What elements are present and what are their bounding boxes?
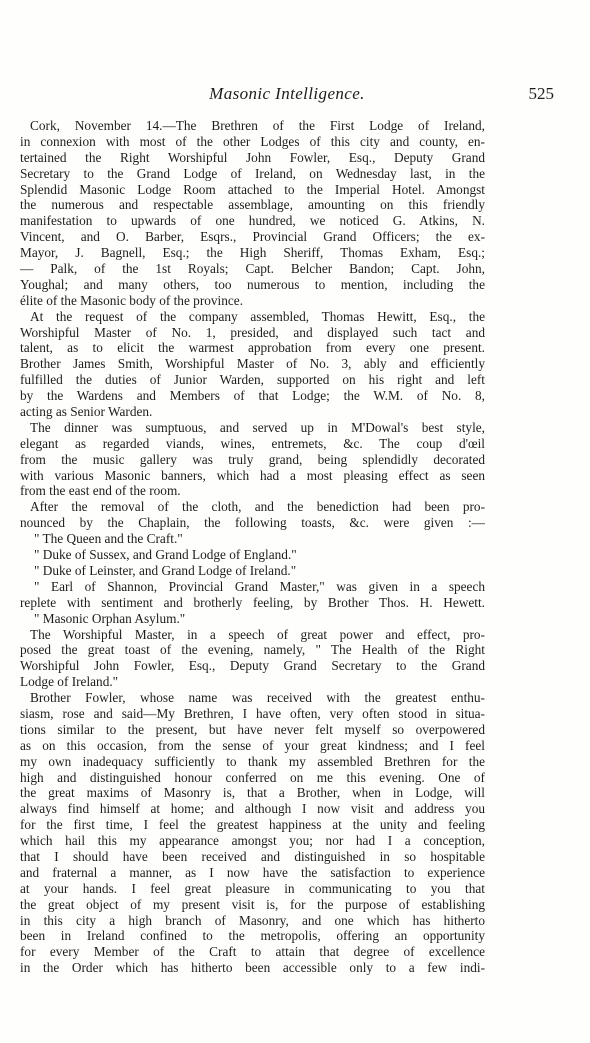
toast-line: " Earl of Shannon, Provincial Grand Master," was given in a speech: [34, 578, 485, 594]
text-line: Secretary to the Grand Lodge of Ireland, on Wednesday last, in the: [20, 165, 485, 181]
text-line: The dinner was sumptuous, and served up in M'Dowal's best style,: [30, 419, 485, 435]
text-line: high and distinguished honour conferred on me this evening. One of: [20, 769, 485, 785]
text-line: the great object of my present visit is, for the purpose of establishing: [20, 896, 485, 912]
text-line: siasm, rose and said—My Brethren, I have often, very often stood in situa-: [20, 705, 485, 721]
text-line: for every Member of the Craft to attain that degree of excellence: [20, 944, 485, 960]
text-line: in the Order which has hitherto been accessible only to a few indi-: [20, 960, 485, 976]
text-line: in this city a high branch of Masonry, and one which has hitherto: [20, 912, 485, 928]
text-line: At the request of the company assembled, Thomas Hewitt, Esq., the: [30, 308, 485, 324]
text-line: nounced by the Chaplain, the following toasts, &c. were given :—: [20, 515, 485, 531]
text-line: élite of the Masonic body of the province.: [20, 292, 244, 308]
page-number: 525: [528, 84, 554, 103]
text-line: talent, as to elicit the warmest approbation from every one present.: [20, 340, 485, 356]
text-line: elegant as regarded viands, wines, entremets, &c. The coup d'œil: [20, 435, 485, 451]
text-line: posed the great toast of the evening, namely, " The Health of the Right: [20, 642, 485, 658]
text-line: and fraternal a manner, as I now have the satisfaction to experience: [20, 864, 485, 880]
text-line: Splendid Masonic Lodge Room attached to the Imperial Hotel. Amongst: [20, 181, 485, 197]
text-line: [20, 976, 485, 992]
text-line: manifestation to upwards of one hundred, we noticed G. Atkins, N.: [20, 213, 485, 229]
text-line: After the removal of the cloth, and the benediction had been pro-: [30, 499, 485, 515]
text-line: The Worshipful Master, in a speech of great power and effect, pro-: [30, 626, 485, 642]
text-line: that I should have been received and distinguished in so hospitable: [20, 848, 485, 864]
text-line: Cork, November 14.—The Brethren of the First Lodge of Ireland,: [30, 118, 485, 133]
text-line: as on this occasion, from the sense of your great kindness; and I feel: [20, 737, 485, 753]
text-line: Vincent, and O. Barber, Esqrs., Provincial Grand Officers; the ex-: [20, 229, 485, 245]
text-line: by the Wardens and Members of that Lodge; the W.M. of No. 8,: [20, 388, 485, 404]
text-line: Brother Fowler, whose name was received with the greatest enthu-: [30, 690, 485, 706]
running-title: Masonic Intelligence.: [209, 84, 365, 103]
text-line: tertained the Right Worshipful John Fowler, Esq., Deputy Grand: [20, 149, 485, 165]
article-body: [20, 118, 485, 992]
text-line: at your hands. I feel great pleasure in communicating to you that: [20, 880, 485, 896]
text-line: Youghal; and many others, too numerous to mention, including the: [20, 276, 485, 292]
text-line: the numerous and respectable assemblage, amounting on this friendly: [20, 197, 485, 213]
text-line: from the music gallery was truly grand, being splendidly decorated: [20, 451, 485, 467]
text-line: Mayor, J. Bagnell, Esq.; the High Sheriff, Thomas Exham, Esq.;: [20, 245, 485, 261]
text-line: for the first time, I feel the greatest happiness at the unity and feeling: [20, 817, 485, 833]
text-line: Worshipful John Fowler, Esq., Deputy Grand Secretary to the Grand: [20, 658, 485, 674]
toast-line: " Duke of Sussex, and Grand Lodge of England.": [34, 547, 297, 563]
text-line: fulfilled the duties of Junior Warden, supported on his right and left: [20, 372, 485, 388]
text-line: been in Ireland confined to the metropolis, offering an opportunity: [20, 928, 485, 944]
text-line: replete with sentiment and brotherly feeling, by Brother Thos. H. Hewett.: [20, 594, 485, 610]
text-line: Brother James Smith, Worshipful Master of No. 3, ably and efficiently: [20, 356, 485, 372]
toast-line: " Masonic Orphan Asylum.": [34, 610, 186, 626]
text-line: always find himself at home; and although I now visit and address you: [20, 801, 485, 817]
text-line: with various Masonic banners, which had a most pleasing effect as seen: [20, 467, 485, 483]
text-line: tions similar to the present, but have never felt myself so overpowered: [20, 721, 485, 737]
text-line: — Palk, of the 1st Royals; Capt. Belcher Bandon; Capt. John,: [20, 261, 485, 277]
text-line: the great maxims of Masonry is, that a Brother, when in Lodge, will: [20, 785, 485, 801]
text-line: Worshipful Master of No. 1, presided, and displayed such tact and: [20, 324, 485, 340]
toast-line: " Duke of Leinster, and Grand Lodge of Ireland.": [34, 562, 297, 578]
text-line: which hail this my appearance amongst you; nor had I a conception,: [20, 833, 485, 849]
text-line: my own inadequacy sufficiently to thank my assembled Brethren for the: [20, 753, 485, 769]
text-line: in connexion with most of the other Lodges of this city and county, en-: [20, 133, 485, 149]
text-line: from the east end of the room.: [20, 483, 181, 499]
toast-line: " The Queen and the Craft.": [34, 531, 183, 547]
text-line: Lodge of Ireland.": [20, 674, 119, 690]
text-line: acting as Senior Warden.: [20, 404, 153, 420]
running-head: [20, 84, 554, 108]
